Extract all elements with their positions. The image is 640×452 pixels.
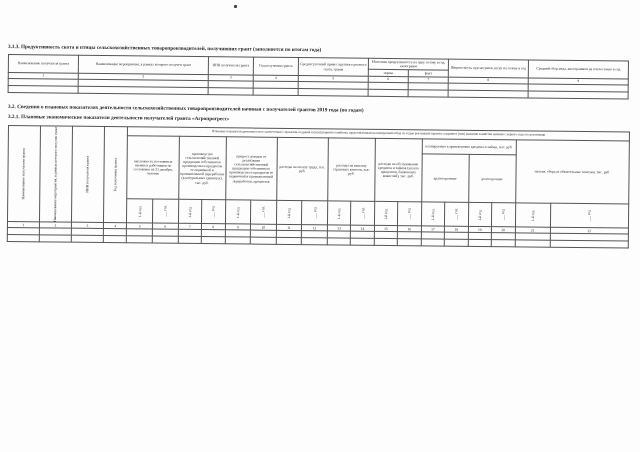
col-number: 2 [78, 73, 208, 80]
col-number: 9 [528, 78, 628, 85]
year-dots: ___ год [302, 201, 328, 225]
year-dots: ___ год [398, 202, 422, 226]
col-number: 13 [327, 225, 351, 231]
year-first: 1-й год [178, 200, 202, 224]
col-number: 16 [398, 226, 422, 232]
col-number: 1 [7, 222, 39, 228]
col-honey-yield: Средний сбор меда, килограммов на пчелосемью в год [528, 60, 628, 79]
col-number: 2 [39, 222, 71, 228]
year-first: 1-й год [127, 199, 153, 223]
col-number: 6 [152, 223, 178, 229]
col-production: производство сельскохозяйственной продукции собственного производства и продуктов ее первичной и промышленной переработки (в натуральных единицах), тыс. руб. [178, 136, 226, 200]
plan-group-header: Плановые показатели деятельности в соответствии с проектом создания и (или) развития хозяйства, представленным на конкурсный отбор по годам реализации проекта создания и (или) развития хозяйства начиная с первого года его реализации [128, 127, 630, 141]
col-number: 10 [251, 224, 277, 230]
col-recipient-name: Наименование получателя гранта [7, 126, 40, 223]
col-number: 12 [302, 225, 328, 231]
col-labor-costs: расходы на оплату труда, тыс. руб. [276, 137, 328, 201]
year-dots: ___ год [202, 200, 226, 224]
col-milk-norm: норма [368, 69, 408, 76]
year-dots: ___ год [492, 203, 516, 227]
year-first: 1-й год [276, 201, 302, 225]
col-number: 4 [253, 75, 298, 81]
col-long-term: долгосрочные [468, 155, 515, 203]
year-dots: ___ год [550, 204, 629, 229]
year-dots: ___ год [251, 200, 277, 224]
year-first: 1-й год [374, 202, 398, 226]
col-taxes: налоги, сборы и обязательные платежи, тыс. руб. [515, 140, 629, 205]
section-3-1-3-title: 3.1.3. Продуктивность скота и птицы сельскохозяйственных товаропроизводителей, получивших грант (заполняется по итогам года) [7, 44, 322, 54]
section-3-2-title: 3.2. Сведения о плановых показателях деятельности сельскохозяйственных товаропроизводителей начиная с получателей грантов 2019 года (по годам) [7, 104, 364, 114]
col-milk-yield: Молочная продуктивность на одну голову в год, килограмм [368, 58, 448, 70]
col-number: 5 [298, 76, 368, 83]
col-number: 9 [225, 224, 251, 230]
year-dots: ___ год [351, 201, 375, 225]
col-measure-name: Наименование мероприятия, в рамках которого получен грант [78, 55, 208, 74]
col-number: 3 [71, 223, 103, 229]
col-inn: ИНН получателя гранта [208, 57, 253, 75]
year-first: 1-й год [421, 202, 445, 226]
year-dots: ___ год [153, 199, 179, 223]
col-milk-fact: факт [408, 70, 448, 77]
col-number: 5 [127, 223, 153, 229]
year-first: 1-й год [468, 203, 492, 227]
col-number: 15 [374, 226, 398, 232]
col-employees: численность постоянных наемных работников по состоянию на 31 декабря, человек [127, 136, 179, 200]
col-measure-name: Наименование мероприятия, в рамках которого получен грант [39, 126, 72, 223]
col-number: 20 [491, 227, 515, 233]
col-grant-year: Год получения гранта [253, 57, 298, 75]
plan-indicators-table [7, 125, 630, 249]
year-dots: ___ год [445, 202, 469, 226]
year-first: 1-й год [327, 201, 351, 225]
year-first: 1-й год [515, 203, 550, 227]
col-number: 21 [515, 227, 550, 233]
col-number: 7 [178, 224, 202, 230]
col-credits-group: планируемые к привлечению кредиты и займы, тыс. руб. [422, 139, 516, 155]
col-number: 11 [276, 225, 302, 231]
col-loan-service: расходы на обслуживание кредитов и займов (уплата процентов, банковских комиссий), тыс. руб. [375, 138, 423, 202]
col-number: 8 [448, 77, 528, 84]
col-number: 19 [468, 227, 492, 233]
year-first: 1-й год [225, 200, 251, 224]
col-number: 7 [408, 77, 448, 83]
col-egg-yield: Яйценоскость кур-несушек, штук на голову в год [448, 59, 528, 78]
col-number: 4 [103, 223, 127, 229]
col-insurance-costs: расходы на выплату страховых взносов, тыс. руб. [328, 138, 376, 202]
section-3-2-1-subtitle: 3.2.1. Плановые экономические показатели деятельности получателей гранта «Агропрогресс» [7, 114, 230, 123]
col-number: 6 [368, 76, 408, 82]
col-number: 14 [351, 225, 375, 231]
col-number: 8 [202, 224, 226, 230]
col-income-growth: прирост доходов от реализации сельскохозяйственной продукции собственного производства и продуктов ее первичной и промышленной переработки, процентов [225, 137, 277, 201]
col-number: 22 [550, 228, 628, 235]
col-daily-gain: Среднесуточный привес крупного рогатого скота, грамм [298, 58, 368, 77]
productivity-table [8, 54, 629, 100]
scan-mark [234, 5, 237, 8]
col-number: 17 [421, 226, 445, 232]
col-short-term: краткосрочные [421, 154, 468, 202]
col-number: 3 [208, 75, 253, 81]
col-number: 1 [8, 73, 78, 80]
col-recipient-name: Наименование получателя гранта [8, 55, 78, 74]
col-grant-year: Год получения гранта [103, 127, 127, 224]
col-inn: ИНН получателя гранта [71, 126, 104, 223]
col-number: 18 [445, 226, 469, 232]
